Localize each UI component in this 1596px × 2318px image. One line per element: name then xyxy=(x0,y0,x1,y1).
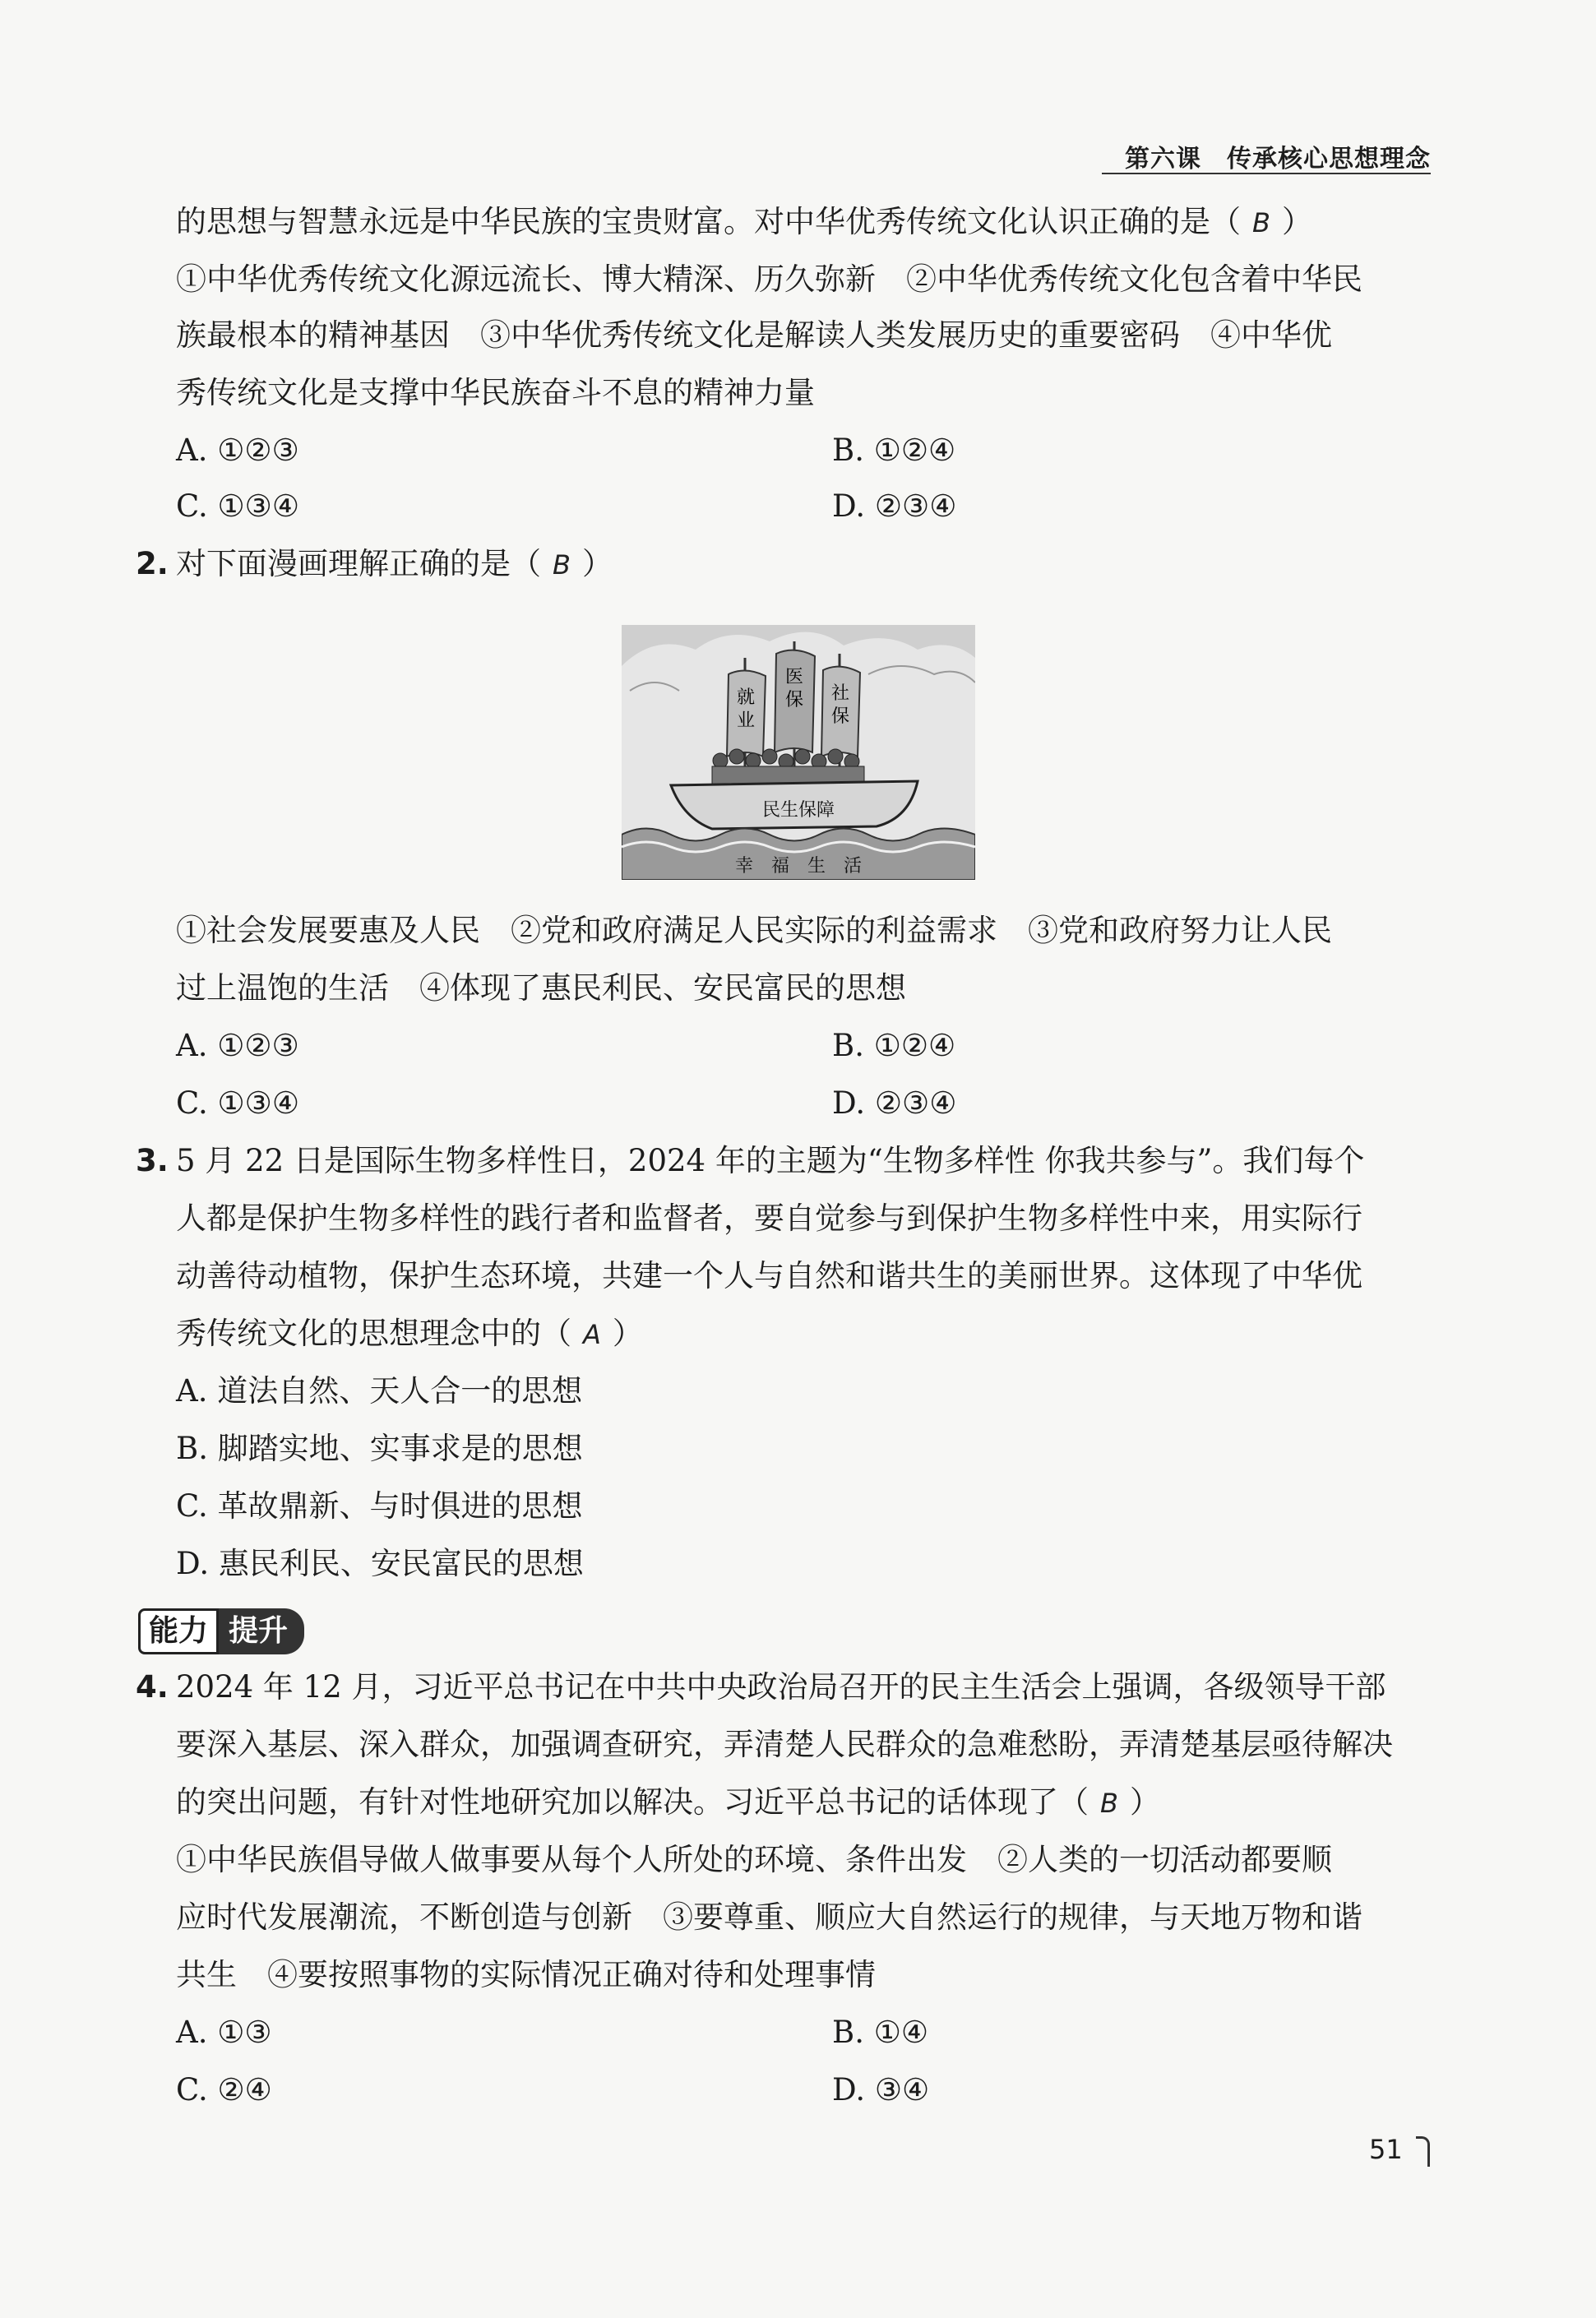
q1-line-3: 族最根本的精神基因 ③中华优秀传统文化是解读人类发展历史的重要密码 ④中华优 xyxy=(176,317,1332,353)
q1-option-d: D. ②③④ xyxy=(832,488,957,524)
q3-option-a: A. 道法自然、天人合一的思想 xyxy=(176,1373,583,1409)
q3-line-1: 5 月 22 日是国际生物多样性日，2024 年的主题为“生物多样性 你我共参与”。我们每个 xyxy=(176,1143,1365,1178)
bottom-label: 幸 福 生 活 xyxy=(734,856,863,877)
section-label-part1: 能力 xyxy=(138,1608,219,1654)
q4-answer: B xyxy=(1100,1788,1118,1819)
q4-option-b: B. ①④ xyxy=(832,2015,929,2050)
q4-line-2: 要深入基层、深入群众，加强调查研究，弄清楚人民群众的急难愁盼，弄清楚基层亟待解决 xyxy=(176,1727,1393,1762)
page-number: 51 xyxy=(1369,2134,1403,2165)
q4-line-6: 共生 ④要按照事物的实际情况正确对待和处理事情 xyxy=(176,1957,876,1992)
q4-line-4: ①中华民族倡导做人做事要从每个人所处的环境、条件出发 ②人类的一切活动都要顺 xyxy=(176,1842,1332,1877)
q2-line-2: 过上温饱的生活 ④体现了惠民利民、安民富民的思想 xyxy=(176,970,906,1006)
q2-option-c: C. ①③④ xyxy=(176,1085,300,1121)
q2-number: 2. xyxy=(136,546,169,581)
header-rule xyxy=(1102,173,1431,174)
q1-option-b: B. ①②④ xyxy=(832,433,956,468)
q4-line-5: 应时代发展潮流，不断创造与创新 ③要尊重、顺应大自然运行的规律，与天地万物和谐 xyxy=(176,1899,1362,1935)
q2-line-1: ①社会发展要惠及人民 ②党和政府满足人民实际的利益需求 ③党和政府努力让人民 xyxy=(176,913,1332,948)
q4-option-d: D. ③④ xyxy=(832,2072,930,2107)
q1-line-2: ①中华优秀传统文化源远流长、博大精深、历久弥新 ②中华优秀传统文化包含着中华民 xyxy=(176,261,1362,297)
section-label-part2: 提升 xyxy=(219,1608,304,1654)
q1-option-a: A. ①②③ xyxy=(176,433,299,468)
q4-option-a: A. ①③ xyxy=(176,2015,272,2050)
q2-answer: B xyxy=(553,549,571,581)
q3-answer: A xyxy=(583,1319,601,1350)
q2-option-d: D. ②③④ xyxy=(832,1085,957,1121)
sail-label-social: 社保 xyxy=(830,683,850,727)
q4-line-3: 的突出问题，有针对性地研究加以解决。习近平总书记的话体现了（ B ） xyxy=(176,1784,1160,1820)
q4-number: 4. xyxy=(136,1669,169,1705)
page-header xyxy=(1102,138,1431,174)
q3-line-4: 秀传统文化的思想理念中的（ A ） xyxy=(176,1316,643,1351)
q3-line-2: 人都是保护生物多样性的践行者和监督者，要自觉参与到保护生物多样性中来，用实际行 xyxy=(176,1201,1362,1236)
q1-line-1: 的思想与智慧永远是中华民族的宝贵财富。对中华优秀传统文化认识正确的是（ B ） xyxy=(176,204,1312,239)
q1-answer: B xyxy=(1252,207,1270,238)
q3-option-c: C. 革故鼎新、与时俱进的思想 xyxy=(176,1488,583,1524)
section-ability-improvement xyxy=(138,1608,304,1654)
q1-option-c: C. ①③④ xyxy=(176,488,300,524)
q2-stem: 对下面漫画理解正确的是（ B ） xyxy=(176,546,613,581)
sail-label-medical: 医保 xyxy=(784,667,804,710)
page-number-mark xyxy=(1416,2136,1430,2167)
q3-option-b: B. 脚踏实地、实事求是的思想 xyxy=(176,1431,583,1466)
boat-label: 民生保障 xyxy=(761,800,835,821)
chapter-title: 第六课 传承核心思想理念 xyxy=(1125,145,1431,174)
q4-line-1: 2024 年 12 月，习近平总书记在中共中央政治局召开的民主生活会上强调，各级领导干部 xyxy=(176,1669,1386,1705)
q3-number: 3. xyxy=(136,1143,169,1178)
livelihood-boat-cartoon xyxy=(622,625,975,880)
q2-option-b: B. ①②④ xyxy=(832,1028,956,1063)
q1-line-4: 秀传统文化是支撑中华民族奋斗不息的精神力量 xyxy=(176,375,815,410)
q3-option-d: D. 惠民利民、安民富民的思想 xyxy=(176,1546,584,1581)
sail-label-employment: 就业 xyxy=(736,687,756,731)
q4-option-c: C. ②④ xyxy=(176,2072,272,2107)
q3-line-3: 动善待动植物，保护生态环境，共建一个人与自然和谐共生的美丽世界。这体现了中华优 xyxy=(176,1258,1362,1293)
q2-option-a: A. ①②③ xyxy=(176,1028,299,1063)
